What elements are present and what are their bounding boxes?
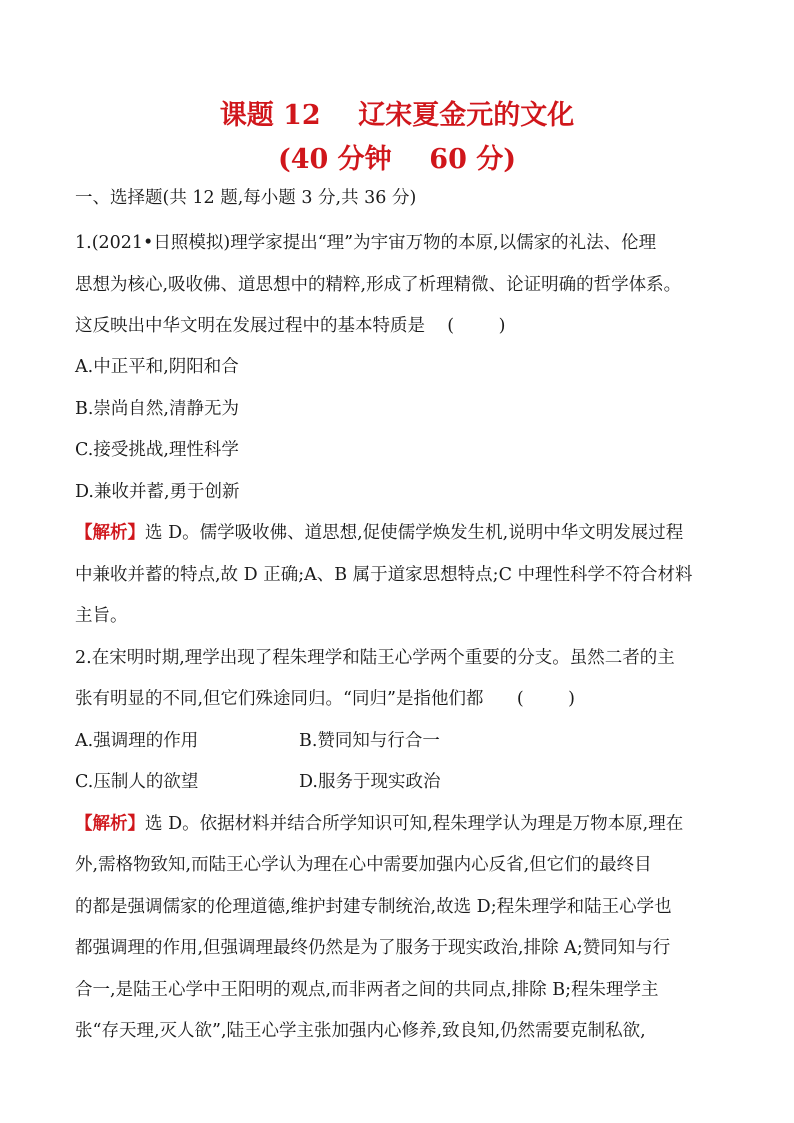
q2-option-b: B.赞同知与行合一 bbox=[299, 731, 440, 751]
q1-analysis-text: 选 D。儒学吸收佛、道思想,促使儒学焕发生机,说明中华文明发展过程 bbox=[145, 523, 684, 543]
q2-analysis-line: 张“存天理,灭人欲”,陆王心学主张加强内心修养,致良知,仍然需要克制私欲, bbox=[75, 1021, 646, 1041]
q1-option-c: C.接受挑战,理性科学 bbox=[75, 440, 239, 460]
q1-analysis-line: 中兼收并蓄的特点,故 D 正确;A、B 属于道家思想特点;C 中理性科学不符合材料 bbox=[75, 565, 693, 585]
q2-stem-line: 2.在宋明时期,理学出现了程朱理学和陆王心学两个重要的分支。虽然二者的主 bbox=[75, 648, 675, 668]
q2-option-d: D.服务于现实政治 bbox=[299, 772, 441, 792]
q2-stem-line: 张有明显的不同,但它们殊途同归。“同归”是指他们都 ( ) bbox=[75, 689, 575, 709]
analysis-tag: 【解析】 bbox=[75, 814, 145, 834]
q2-analysis-text: 选 D。依据材料并结合所学知识可知,程朱理学认为理是万物本原,理在 bbox=[145, 814, 684, 834]
q1-option-b: B.崇尚自然,清静无为 bbox=[75, 399, 239, 419]
q2-analysis-line: 的都是强调儒家的伦理道德,维护封建专制统治,故选 D;程朱理学和陆王心学也 bbox=[75, 897, 672, 917]
q1-option-a: A.中正平和,阴阳和合 bbox=[75, 357, 239, 377]
analysis-tag: 【解析】 bbox=[75, 523, 145, 543]
q2-analysis-line: 合一,是陆王心学中王阳明的观点,而非两者之间的共同点,排除 B;程朱理学主 bbox=[75, 980, 659, 1000]
q1-analysis-line: 主旨。 bbox=[75, 606, 128, 626]
q1-option-d: D.兼收并蓄,勇于创新 bbox=[75, 482, 240, 502]
q1-analysis-line bbox=[75, 521, 683, 545]
q2-option-c: C.压制人的欲望 bbox=[75, 772, 199, 792]
q1-stem-line: 思想为核心,吸收佛、道思想中的精粹,形成了析理精微、论证明确的哲学体系。 bbox=[75, 275, 682, 295]
lesson-title: 课题 12 辽宋夏金元的文化 bbox=[219, 100, 575, 131]
q2-analysis-line: 外,需格物致知,而陆王心学认为理在心中需要加强内心反省,但它们的最终目 bbox=[75, 855, 652, 875]
section-heading: 一、选择题(共 12 题,每小题 3 分,共 36 分) bbox=[75, 188, 417, 208]
q2-option-a: A.强调理的作用 bbox=[75, 731, 199, 751]
q1-stem-line: 1.(2021•日照模拟)理学家提出“理”为宇宙万物的本原,以儒家的礼法、伦理 bbox=[75, 233, 657, 253]
q2-analysis-line: 都强调理的作用,但强调理最终仍然是为了服务于现实政治,排除 A;赞同知与行 bbox=[75, 938, 671, 958]
q2-analysis-line bbox=[75, 812, 683, 836]
q1-stem-line: 这反映出中华文明在发展过程中的基本特质是 ( ) bbox=[75, 316, 506, 336]
time-score-subtitle: (40 分钟 60 分) bbox=[277, 144, 517, 175]
